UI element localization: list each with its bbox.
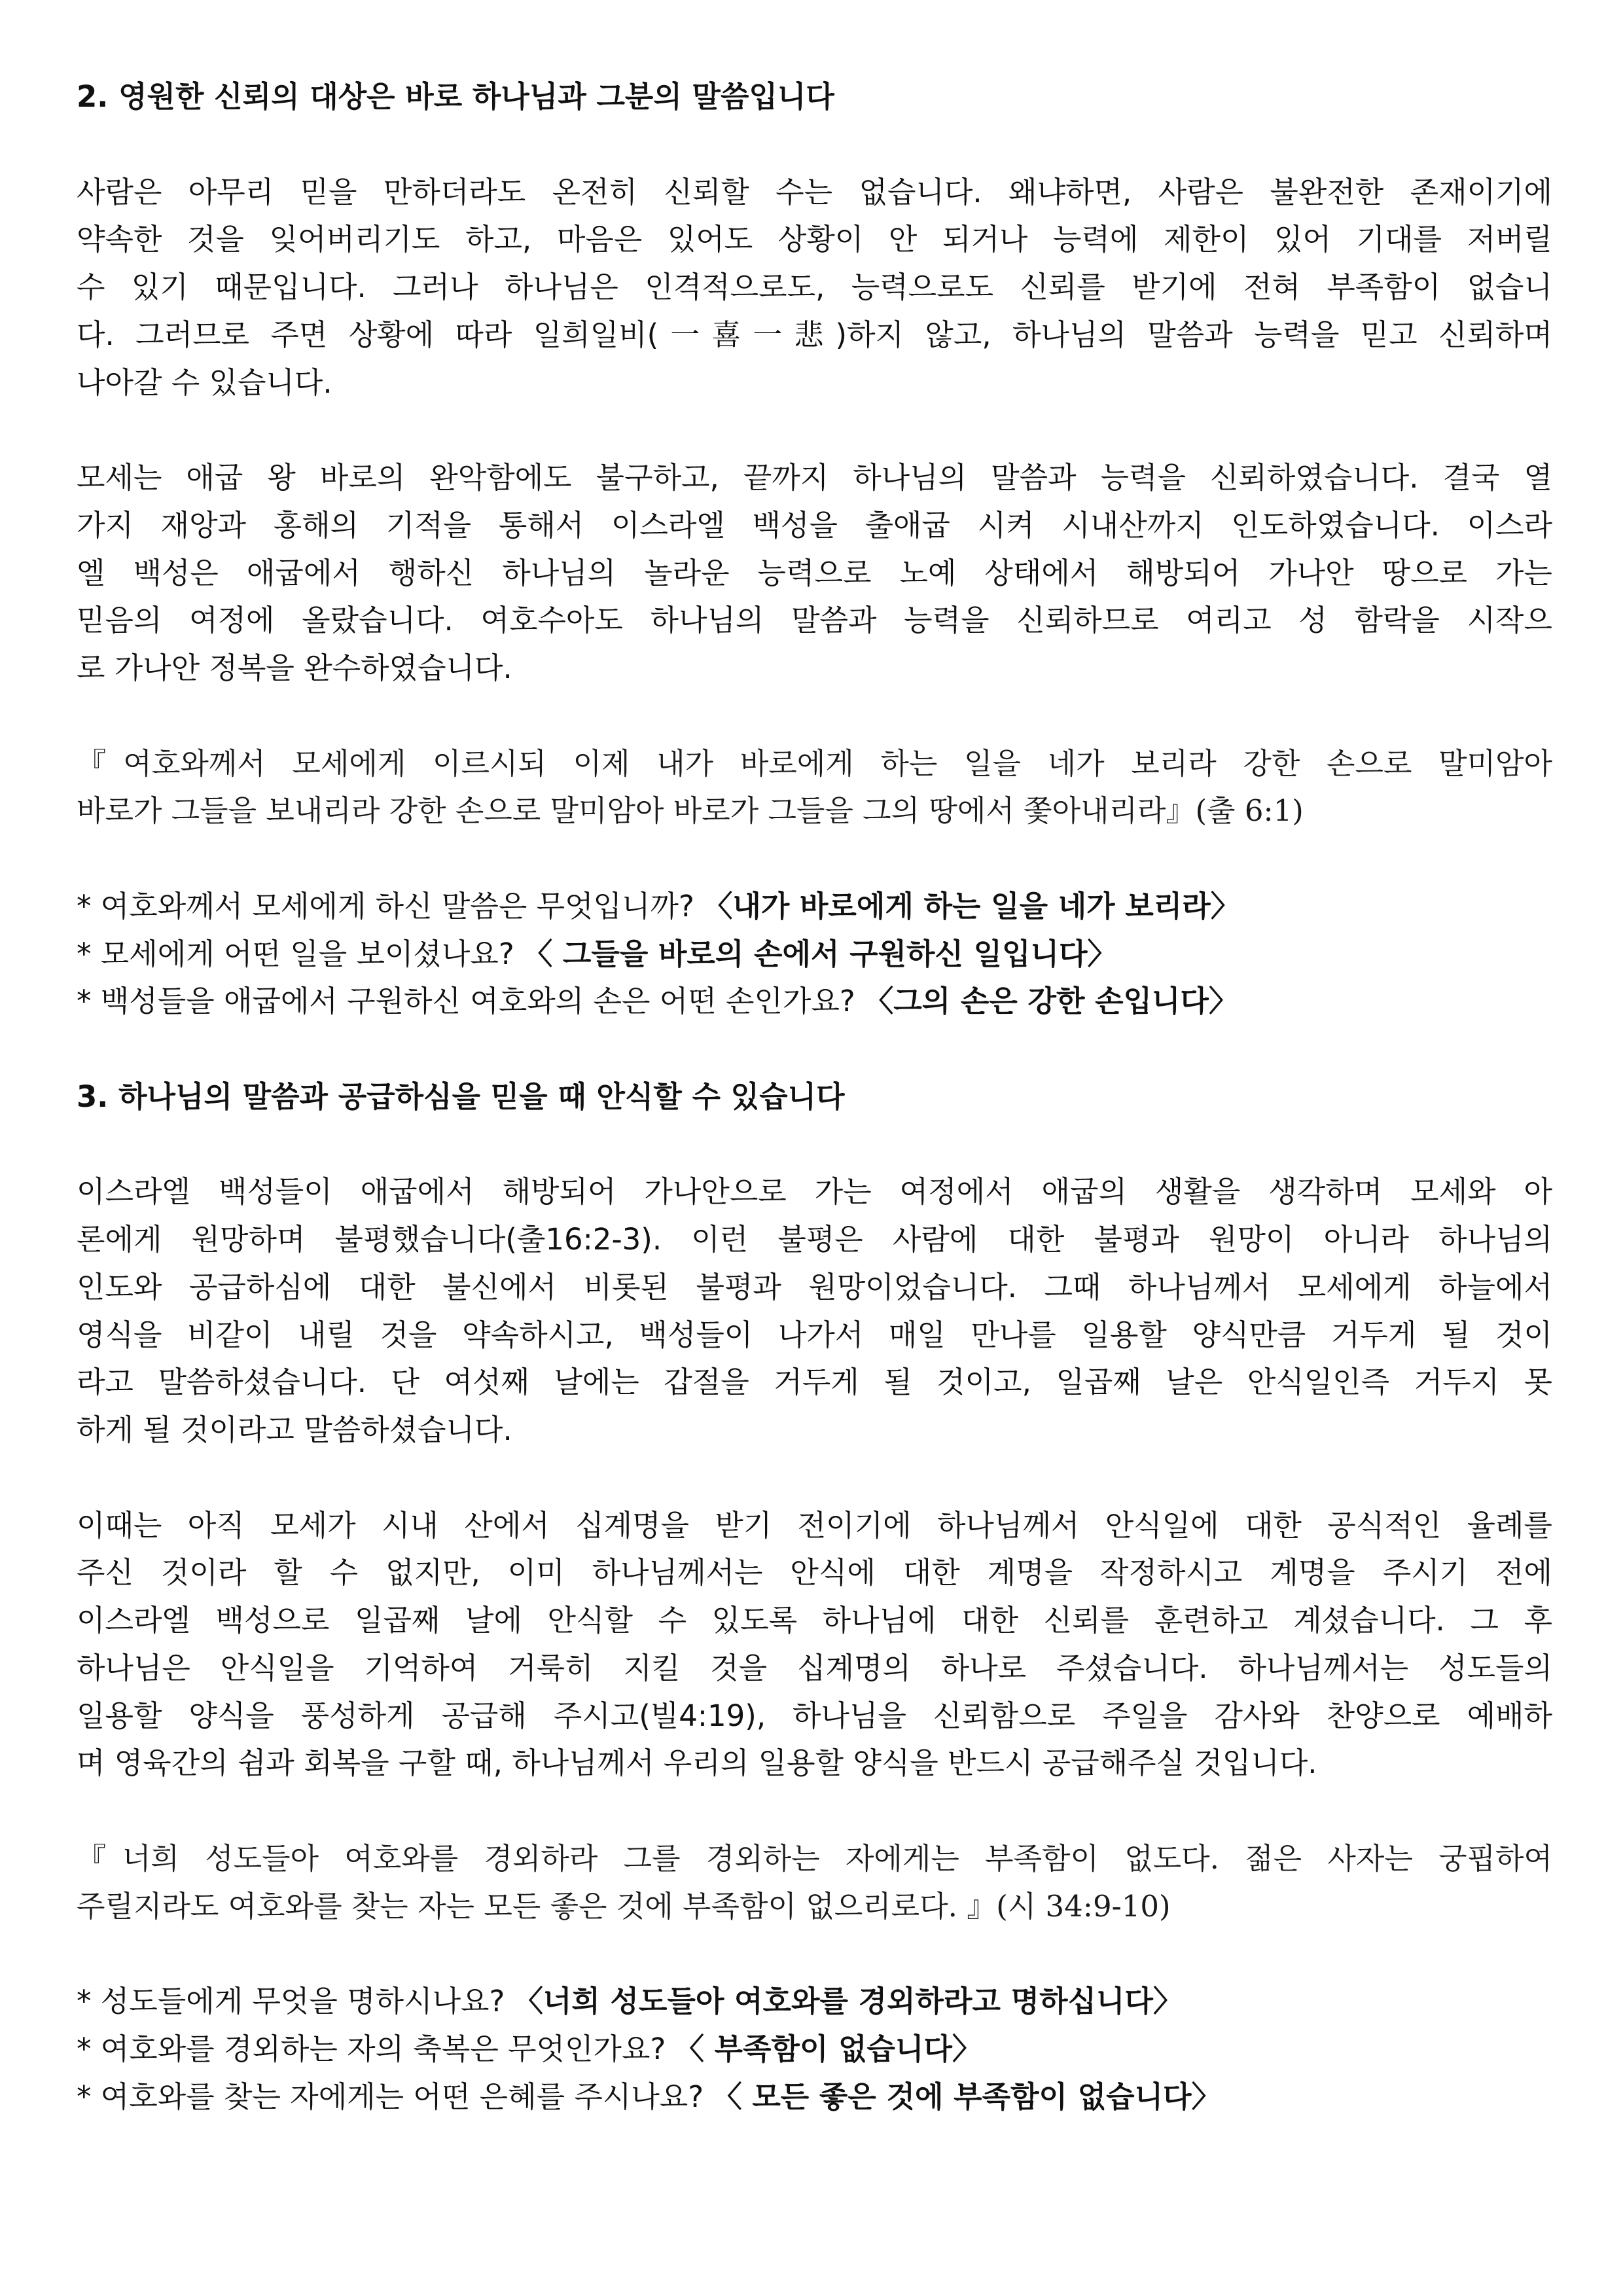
section-heading: 2. 영원한 신뢰의 대상은 바로 하나님과 그분의 말씀입니다	[77, 79, 834, 114]
paragraph-line: 로 가나안 정복을 완수하였습니다.	[77, 651, 512, 685]
paragraph	[77, 1168, 1552, 1454]
paragraph-line: 하게 될 것이라고 말씀하셨습니다.	[77, 1412, 512, 1447]
paragraph-line: 라고 말씀하셨습니다. 단 여섯째 날에는 갑절을 거두게 될 것이고, 일곱째 날은 안식일인즉 거두지 못	[77, 1365, 1552, 1400]
section-heading: 3. 하나님의 말씀과 공급하심을 믿을 때 안식할 수 있습니다	[77, 1079, 845, 1114]
paragraph-line: 인도와 공급하심에 대한 불신에서 비롯된 불평과 원망이었습니다. 그때 하나님께서 모세에게 하늘에서	[77, 1269, 1552, 1304]
question-text: * 여호와께서 모세에게 하신 말씀은 무엇입니까?	[77, 888, 694, 924]
paragraph-line: 믿음의 여정에 올랐습니다. 여호수아도 하나님의 말씀과 능력을 신뢰하므로 여리고 성 함락을 시작으	[77, 603, 1552, 638]
paragraph-line: 주신 것이라 할 수 없지만, 이미 하나님께서는 안식에 대한 계명을 작정하시고 계명을 주시기 전에	[77, 1555, 1552, 1590]
paragraph-line: 하나님은 안식일을 기억하여 거룩히 지킬 것을 십계명의 하나로 주셨습니다. 하나님께서는 성도들의	[77, 1650, 1552, 1685]
paragraph-line: 사람은 아무리 믿을 만하더라도 온전히 신뢰할 수는 없습니다. 왜냐하면, 사람은 불완전한 존재이기에	[77, 174, 1552, 209]
question-item	[77, 2073, 1552, 2121]
answer-text: 〈그의 손은 강한 손입니다〉	[864, 984, 1238, 1019]
question-list	[77, 883, 1552, 1026]
section-2	[77, 73, 1552, 121]
question-item	[77, 978, 1552, 1026]
paragraph-line: 다. 그러므로 주면 상황에 따라 일희일비(一喜一悲)하지 않고, 하나님의 말씀과 능력을 믿고 신뢰하며	[77, 317, 1552, 352]
paragraph-line: 일용할 양식을 풍성하게 공급해 주시고(빌4:19), 하나님을 신뢰함으로 주일을 감사와 찬양으로 예배하	[77, 1698, 1552, 1733]
paragraph-line: 며 영육간의 쉼과 회복을 구할 때, 하나님께서 우리의 일용할 양식을 반드시 공급해주실 것입니다.	[77, 1746, 1317, 1781]
paragraph-line: 수 있기 때문입니다. 그러나 하나님은 인격적으로도, 능력으로도 신뢰를 받기에 전혀 부족함이 없습니	[77, 270, 1552, 304]
question-text: * 여호와를 찾는 자에게는 어떤 은혜를 주시나요?	[77, 2079, 704, 2114]
question-text: * 여호와를 경외하는 자의 축복은 무엇인가요?	[77, 2031, 666, 2066]
question-item	[77, 883, 1552, 931]
paragraph-line: 약속한 것을 잊어버리기도 하고, 마음은 있어도 상황이 안 되거나 능력에 제한이 있어 기대를 저버릴	[77, 222, 1552, 257]
scripture-quote	[77, 1835, 1552, 1931]
question-item	[77, 1978, 1552, 2026]
paragraph-line: 엘 백성은 애굽에서 행하신 하나님의 놀라운 능력으로 노예 상태에서 해방되어 가나안 땅으로 가는	[77, 555, 1552, 590]
paragraph-line: 이스라엘 백성들이 애굽에서 해방되어 가나안으로 가는 여정에서 애굽의 생활을 생각하며 모세와 아	[77, 1174, 1552, 1210]
section-3	[77, 1073, 1552, 1121]
answer-text: 〈 그들을 바로의 손에서 구원하신 일입니다〉	[523, 936, 1117, 971]
paragraph-line: 모세는 애굽 왕 바로의 완악함에도 불구하고, 끝까지 하나님의 말씀과 능력을 신뢰하였습니다. 결국 열	[77, 460, 1552, 495]
paragraph	[77, 454, 1552, 692]
paragraph-line: 나아갈 수 있습니다.	[77, 365, 332, 400]
paragraph-line: 가지 재앙과 홍해의 기적을 통해서 이스라엘 백성을 출애굽 시켜 시내산까지 인도하였습니다. 이스라	[77, 507, 1552, 543]
quote-line: 주릴지라도 여호와를 찾는 자는 모든 좋은 것에 부족함이 없으리로다. 』(시 34:9-10)	[77, 1888, 1171, 1924]
quote-line: 『여호와께서 모세에게 이르시되 이제 내가 바로에게 하는 일을 네가 보리라 강한 손으로 말미암아	[77, 745, 1552, 781]
answer-text: 〈너희 성도들아 여호와를 경외하라고 명하십니다〉	[513, 1984, 1183, 2018]
paragraph-line: 이스라엘 백성으로 일곱째 날에 안식할 수 있도록 하나님에 대한 신뢰를 훈련하고 계셨습니다. 그 후	[77, 1603, 1552, 1638]
quote-line: 바로가 그들을 보내리라 강한 손으로 말미암아 바로가 그들을 그의 땅에서 쫓아내리라』(출 6:1)	[77, 793, 1304, 829]
question-text: * 백성들을 애굽에서 구원하신 여호와의 손은 어떤 손인가요?	[77, 984, 855, 1019]
paragraph-line: 영식을 비같이 내릴 것을 약속하시고, 백성들이 나가서 매일 만나를 일용할 양식만큼 거두게 될 것이	[77, 1317, 1552, 1352]
question-item	[77, 2026, 1552, 2073]
answer-text: 〈 모든 좋은 것에 부족함이 없습니다〉	[712, 2079, 1221, 2114]
document-body	[77, 73, 1552, 2168]
paragraph	[77, 169, 1552, 407]
answer-text: 〈 부족함이 없습니다〉	[674, 2031, 982, 2066]
quote-line: 『너희 성도들아 여호와를 경외하라 그를 경외하는 자에게는 부족함이 없도다. 젊은 사자는 궁핍하여	[77, 1840, 1552, 1876]
question-text: * 성도들에게 무엇을 명하시나요?	[77, 1984, 505, 2018]
question-text: * 모세에게 어떤 일을 보이셨나요?	[77, 936, 514, 971]
scripture-quote	[77, 740, 1552, 836]
paragraph	[77, 1502, 1552, 1788]
paragraph-line: 론에게 원망하며 불평했습니다(출16:2-3). 이런 불평은 사람에 대한 불평과 원망이 아니라 하나님의	[77, 1222, 1552, 1257]
question-list	[77, 1978, 1552, 2121]
question-item	[77, 931, 1552, 978]
paragraph-line: 이때는 아직 모세가 시내 산에서 십계명을 받기 전이기에 하나님께서 안식일에 대한 공식적인 율례를	[77, 1507, 1552, 1543]
answer-text: 〈내가 바로에게 하는 일을 네가 보리라〉	[703, 888, 1240, 924]
